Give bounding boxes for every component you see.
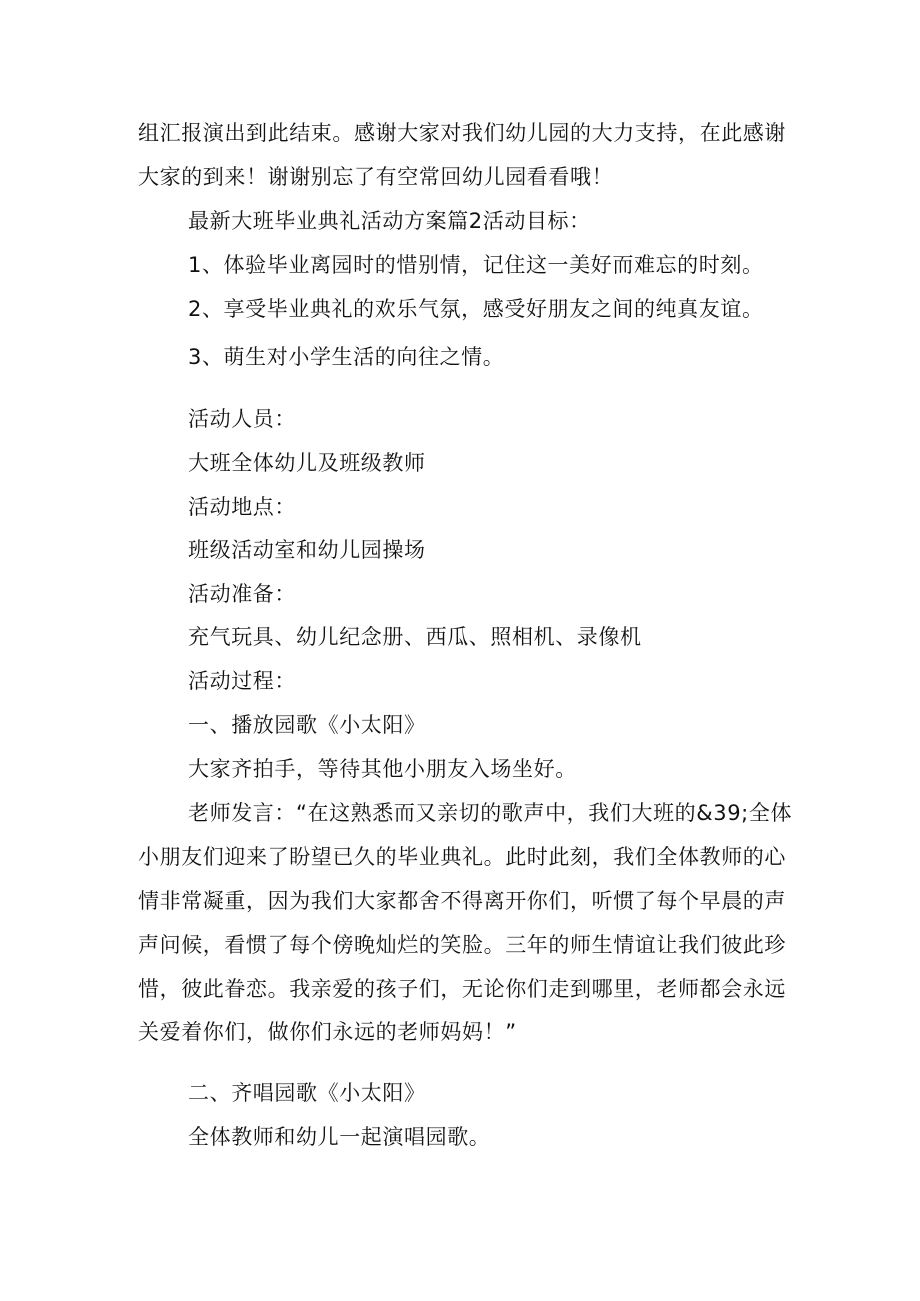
paragraph-line: 小朋友们迎来了盼望已久的毕业典礼。此时此刻，我们全体教师的心 [138, 845, 786, 869]
paragraph-line: 大家的到来！谢谢别忘了有空常回幼儿园看看哦！ [138, 165, 614, 189]
list-item: 1、体验毕业离园时的惜别情，记住这一美好而难忘的时刻。 [188, 253, 764, 277]
field-value: 班级活动室和幼儿园操场 [188, 538, 426, 562]
field-label: 活动人员： [188, 407, 296, 431]
paragraph-line: 声问候，看惯了每个傍晚灿烂的笑脸。三年的师生情谊让我们彼此珍 [138, 933, 786, 957]
paragraph-line: 惜，彼此眷恋。我亲爱的孩子们，无论你们走到哪里，老师都会永远 [138, 977, 786, 1001]
paragraph-line: 大家齐拍手，等待其他小朋友入场坐好。 [188, 757, 577, 781]
field-label: 活动过程： [188, 669, 296, 693]
field-label: 活动准备： [188, 582, 296, 606]
paragraph-line: 组汇报演出到此结束。感谢大家对我们幼儿园的大力支持，在此感谢 [138, 121, 786, 145]
section-heading: 最新大班毕业典礼活动方案篇2活动目标： [188, 209, 591, 233]
paragraph-line: 关爱着你们，做你们永远的老师妈妈！” [138, 1020, 517, 1044]
field-value: 充气玩具、幼儿纪念册、西瓜、照相机、录像机 [188, 625, 642, 649]
paragraph-line: 老师发言：“在这熟悉而又亲切的歌声中，我们大班的&39;全体 [188, 801, 793, 825]
step-heading: 一、播放园歌《小太阳》 [188, 713, 426, 737]
paragraph-line: 情非常凝重，因为我们大家都舍不得离开你们，听惯了每个早晨的声 [138, 889, 786, 913]
field-label: 活动地点： [188, 495, 296, 519]
step-heading: 二、齐唱园歌《小太阳》 [188, 1081, 426, 1105]
paragraph-line: 全体教师和幼儿一起演唱园歌。 [188, 1125, 491, 1149]
list-item: 3、萌生对小学生活的向往之情。 [188, 345, 505, 369]
list-item: 2、享受毕业典礼的欢乐气氛，感受好朋友之间的纯真友谊。 [188, 297, 764, 321]
field-value: 大班全体幼儿及班级教师 [188, 451, 426, 475]
